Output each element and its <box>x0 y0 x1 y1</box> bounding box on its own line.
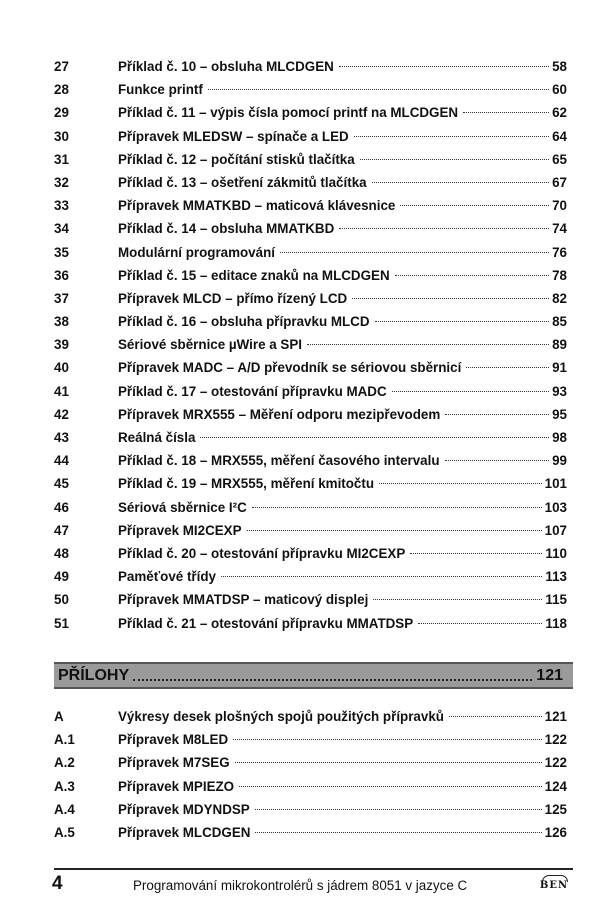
entry-title: Paměťové třídy <box>118 569 216 585</box>
entry-title: Příklad č. 20 – otestování přípravku MI2CEXP <box>118 545 406 561</box>
entry-number: 40 <box>54 360 69 376</box>
entry-number: 38 <box>54 314 69 330</box>
entry-title: Přípravek M7SEG <box>118 755 230 771</box>
entry-number: A.3 <box>54 778 75 794</box>
appendix-row <box>0 775 600 798</box>
toc-row <box>0 333 600 356</box>
entry-number: 51 <box>54 615 69 631</box>
entry-number: 36 <box>54 267 69 283</box>
entry-line <box>118 333 567 356</box>
entry-line <box>118 496 567 519</box>
entry-line <box>118 449 567 472</box>
entry-title: Příklad č. 11 – výpis čísla pomocí printf na MLCDGEN <box>118 105 459 121</box>
footer-book-title: Programování mikrokontrolérů s jádrem 8051 v jazyce C <box>133 878 468 893</box>
entry-page-number: 125 <box>544 801 567 817</box>
entry-line <box>118 356 567 379</box>
entry-page-number: 122 <box>544 755 567 771</box>
entry-title: Příklad č. 15 – editace znaků na MLCDGEN <box>118 267 390 283</box>
entry-page-number: 67 <box>552 174 567 190</box>
entry-leader-dots <box>379 483 542 484</box>
toc-row <box>0 426 600 449</box>
entry-line <box>118 217 567 240</box>
footer-page-number: 4 <box>52 873 63 894</box>
entry-leader-dots <box>463 112 549 113</box>
entry-leader-dots <box>307 344 549 345</box>
footer-rule <box>54 868 573 870</box>
entry-leader-dots <box>395 275 549 276</box>
entry-page-number: 95 <box>552 406 567 422</box>
toc-row <box>0 356 600 379</box>
entry-leader-dots <box>418 623 542 624</box>
entry-title: Přípravek MADC – A/D převodník se sériovou sběrnicí <box>118 360 462 376</box>
toc-row <box>0 194 600 217</box>
entry-title: Přípravek MLCD – přímo řízený LCD <box>118 290 348 306</box>
entry-title: Sériová sběrnice I²C <box>118 499 247 515</box>
entry-title: Přípravek MPIEZO <box>118 778 235 794</box>
entry-line <box>118 125 567 148</box>
entry-leader-dots <box>200 437 549 438</box>
entry-number: 44 <box>54 453 69 469</box>
section-page-number: 121 <box>536 666 563 684</box>
entry-line <box>118 403 567 426</box>
entry-number: 50 <box>54 592 69 608</box>
toc-list <box>0 55 600 635</box>
entry-page-number: 107 <box>544 522 567 538</box>
toc-row <box>0 403 600 426</box>
entry-page-number: 76 <box>552 244 567 260</box>
entry-line <box>118 148 567 171</box>
toc-row <box>0 148 600 171</box>
entry-number: A.4 <box>54 801 75 817</box>
toc-row <box>0 217 600 240</box>
entry-page-number: 110 <box>545 545 567 561</box>
entry-line <box>118 241 567 264</box>
entry-title: Přípravek M8LED <box>118 732 229 748</box>
entry-page-number: 89 <box>552 337 567 353</box>
entry-leader-dots <box>445 460 550 461</box>
entry-title: Příklad č. 21 – otestování přípravku MMATDSP <box>118 615 414 631</box>
entry-page-number: 91 <box>552 360 567 376</box>
entry-number: A.5 <box>54 824 75 840</box>
entry-leader-dots <box>375 321 550 322</box>
section-title: PŘÍLOHY <box>58 666 130 684</box>
entry-page-number: 65 <box>552 151 567 167</box>
entry-number: 31 <box>54 151 69 167</box>
entry-leader-dots <box>233 739 542 740</box>
entry-line <box>118 78 567 101</box>
toc-row <box>0 287 600 310</box>
entry-title: Příklad č. 10 – obsluha MLCDGEN <box>118 59 334 74</box>
toc-row <box>0 612 600 635</box>
toc-row <box>0 171 600 194</box>
entry-line <box>118 380 567 403</box>
toc-row <box>0 472 600 495</box>
toc-row <box>0 380 600 403</box>
entry-page-number: 74 <box>552 221 567 237</box>
appendix-row <box>0 798 600 821</box>
entry-number: 47 <box>54 522 69 538</box>
entry-title: Příklad č. 16 – obsluha přípravku MLCD <box>118 314 370 330</box>
appendix-row <box>0 705 600 728</box>
entry-page-number: 113 <box>545 569 567 585</box>
entry-title: Přípravek MDYNDSP <box>118 801 250 817</box>
toc-row <box>0 101 600 124</box>
entry-line <box>118 55 567 78</box>
entry-line <box>118 171 567 194</box>
entry-title: Funkce printf <box>118 82 203 98</box>
toc-row <box>0 310 600 333</box>
entry-number: 39 <box>54 337 69 353</box>
entry-number: 48 <box>54 545 69 561</box>
entry-page-number: 124 <box>544 778 567 794</box>
entry-page-number: 93 <box>552 383 567 399</box>
entry-title: Přípravek MLEDSW – spínače a LED <box>118 128 349 144</box>
entry-leader-dots <box>339 66 549 67</box>
entry-page-number: 78 <box>552 267 567 283</box>
entry-line <box>118 751 567 774</box>
entry-page-number: 115 <box>545 592 567 608</box>
entry-number: A <box>54 709 64 724</box>
entry-title: Modulární programování <box>118 244 275 260</box>
entry-leader-dots <box>255 809 542 810</box>
entry-page-number: 122 <box>544 732 567 748</box>
entry-line <box>118 775 567 798</box>
entry-number: 35 <box>54 244 69 260</box>
entry-number: 37 <box>54 290 69 306</box>
entry-title: Příklad č. 14 – obsluha MMATKBD <box>118 221 335 237</box>
toc-row <box>0 55 600 78</box>
entry-leader-dots <box>354 136 549 137</box>
entry-page-number: 62 <box>552 105 567 121</box>
entry-number: 29 <box>54 105 69 121</box>
entry-page-number: 58 <box>552 59 567 74</box>
entry-page-number: 126 <box>544 824 567 840</box>
toc-row <box>0 565 600 588</box>
entry-number: 42 <box>54 406 69 422</box>
entry-line <box>118 798 567 821</box>
entry-leader-dots <box>255 832 541 833</box>
entry-number: A.1 <box>54 732 75 748</box>
toc-row <box>0 78 600 101</box>
entry-leader-dots <box>252 507 542 508</box>
entry-leader-dots <box>466 367 549 368</box>
entry-leader-dots <box>247 530 542 531</box>
entry-leader-dots <box>352 298 549 299</box>
entry-line <box>118 728 567 751</box>
entry-title: Příklad č. 13 – ošetření zákmitů tlačítka <box>118 174 367 190</box>
entry-page-number: 70 <box>552 198 567 214</box>
appendix-row <box>0 728 600 751</box>
entry-title: Přípravek MRX555 – Měření odporu mezipřevodem <box>118 406 441 422</box>
entry-title: Přípravek MMATDSP – maticový displej <box>118 592 369 608</box>
entry-title: Přípravek MI2CEXP <box>118 522 242 538</box>
entry-title: Výkresy desek plošných spojů použitých přípravků <box>118 709 444 724</box>
entry-number: 33 <box>54 198 69 214</box>
entry-leader-dots <box>360 159 549 160</box>
entry-line <box>118 264 567 287</box>
entry-leader-dots <box>221 576 542 577</box>
entry-title: Přípravek MLCDGEN <box>118 824 251 840</box>
logo-text: BEN <box>539 880 569 891</box>
entry-leader-dots <box>372 182 550 183</box>
entry-page-number: 101 <box>544 476 567 492</box>
entry-number: 43 <box>54 430 69 445</box>
toc-row <box>0 542 600 565</box>
entry-leader-dots <box>392 391 549 392</box>
section-leader-dots <box>133 679 532 681</box>
entry-page-number: 98 <box>552 430 567 445</box>
toc-row <box>0 449 600 472</box>
entry-line <box>118 310 567 333</box>
entry-title: Příklad č. 19 – MRX555, měření kmitočtu <box>118 476 375 492</box>
toc-row <box>0 125 600 148</box>
toc-row <box>0 496 600 519</box>
entry-line <box>118 821 567 844</box>
appendix-row <box>0 751 600 774</box>
entry-number: 30 <box>54 128 69 144</box>
entry-number: 49 <box>54 569 69 585</box>
entry-leader-dots <box>280 252 549 253</box>
entry-line <box>118 101 567 124</box>
entry-line <box>118 519 567 542</box>
entry-leader-dots <box>239 786 542 787</box>
entry-line <box>118 612 567 635</box>
entry-line <box>118 705 567 728</box>
entry-number: 46 <box>54 499 69 515</box>
entry-page-number: 118 <box>545 615 567 631</box>
entry-line <box>118 542 567 565</box>
entry-leader-dots <box>400 205 549 206</box>
entry-number: 34 <box>54 221 69 237</box>
entry-title: Příklad č. 12 – počítání stisků tlačítka <box>118 151 355 167</box>
entry-page-number: 82 <box>552 290 567 306</box>
toc-row <box>0 588 600 611</box>
entry-line <box>118 472 567 495</box>
entry-page-number: 99 <box>552 453 567 469</box>
toc-row <box>0 519 600 542</box>
entry-page-number: 64 <box>552 128 567 144</box>
entry-line <box>118 426 567 449</box>
entry-leader-dots <box>235 762 542 763</box>
entry-number: 32 <box>54 174 69 190</box>
appendix-list <box>0 705 600 844</box>
entry-leader-dots <box>445 414 549 415</box>
entry-line <box>118 194 567 217</box>
entry-page-number: 121 <box>544 709 567 724</box>
entry-title: Sériové sběrnice µWire a SPI <box>118 337 302 353</box>
publisher-logo <box>537 873 571 895</box>
entry-number: 27 <box>54 59 69 74</box>
entry-number: A.2 <box>54 755 75 771</box>
entry-leader-dots <box>339 228 549 229</box>
entry-number: 45 <box>54 476 69 492</box>
entry-page-number: 85 <box>552 314 567 330</box>
entry-line <box>118 565 567 588</box>
entry-title: Reálná čísla <box>118 430 196 445</box>
entry-leader-dots <box>410 553 542 554</box>
section-header-prilohy <box>54 662 573 689</box>
toc-row <box>0 264 600 287</box>
entry-page-number: 60 <box>552 82 567 98</box>
toc-row <box>0 241 600 264</box>
entry-title: Přípravek MMATKBD – maticová klávesnice <box>118 198 396 214</box>
entry-number: 41 <box>54 383 69 399</box>
entry-leader-dots <box>373 599 542 600</box>
entry-page-number: 103 <box>544 499 567 515</box>
entry-line <box>118 287 567 310</box>
entry-leader-dots <box>449 716 542 717</box>
entry-line <box>118 588 567 611</box>
entry-number: 28 <box>54 82 69 98</box>
entry-title: Příklad č. 18 – MRX555, měření časového intervalu <box>118 453 440 469</box>
entry-leader-dots <box>208 89 549 90</box>
entry-title: Příklad č. 17 – otestování přípravku MADC <box>118 383 387 399</box>
appendix-row <box>0 821 600 844</box>
